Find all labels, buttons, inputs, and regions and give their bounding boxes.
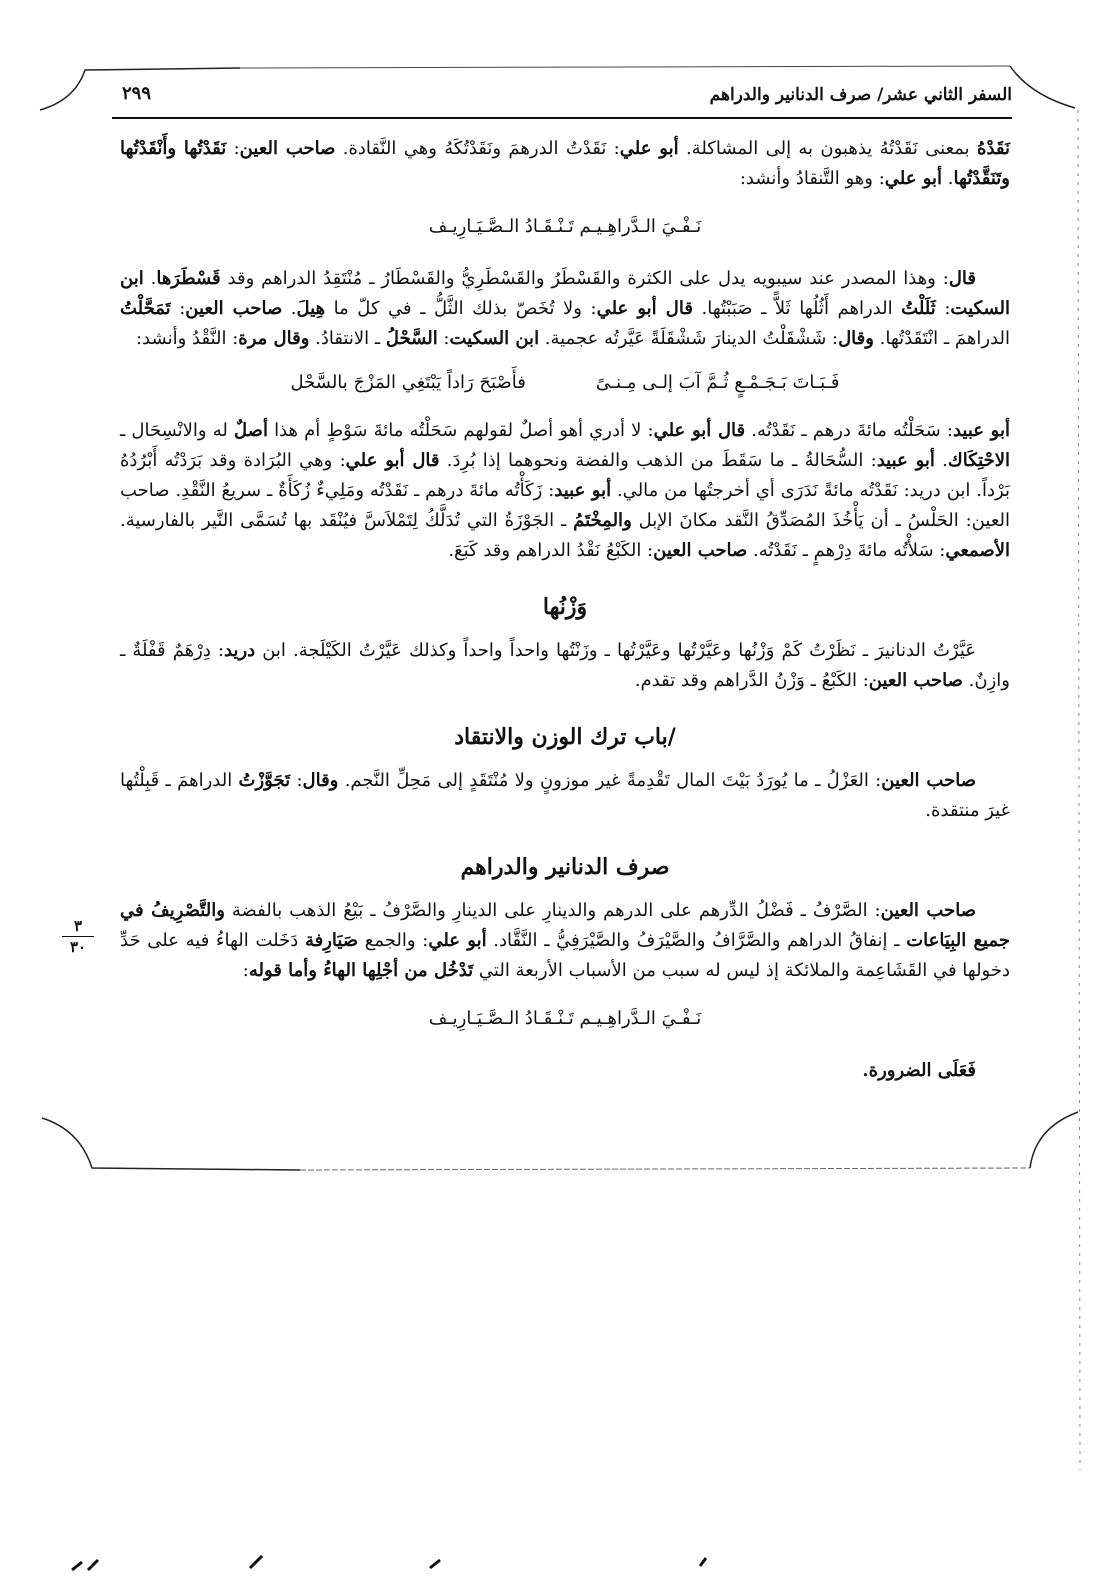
- bold-run: وقال مرة: [238, 328, 310, 349]
- bold-run: هِيلَ: [296, 298, 326, 319]
- text-run: : النَّقْدُ وأنشد:: [136, 328, 239, 349]
- verse-2: [120, 368, 1010, 398]
- paragraph-2: [120, 264, 1010, 354]
- text-run: .: [143, 268, 157, 289]
- frame-bottom-right-curve: [1030, 1112, 1078, 1168]
- bold-run: صاحب العين: [653, 540, 748, 561]
- bold-run: صاحب العين: [868, 670, 963, 691]
- text-run: ـ الجَوْزَةُ التي تُدَلَّكُ لِتَمْلاَسَّ فيُنْقَد بها تُسَمَّى النَّير بالفارسية.: [120, 510, 574, 531]
- text-run: : العَزْلُ ـ ما يُورَدُ بَيْتَ المال تَقْدِمةً غير موزونٍ ولا مُنْتَقَدٍ إلى مَحِلِّ النَّجم.: [338, 770, 882, 791]
- running-title: السفر الثاني عشر/ صرف الدنانير والدراهم: [709, 85, 1012, 105]
- text-run: : السُّحَالةُ ـ ما سَقَطَ من الذهب والفضة ونحوهما إذا بُرِدَ.: [439, 450, 877, 471]
- text-run: عَيَّرْتُ الدنانيرَ ـ نَظَرْتُ كَمْ وَزْنُها وعَيَّرْتُها وعَيَّرْتُها ـ وزَنْتُها واحداً واحداً وكذلك عَيَّرْتُ الكَيْلَجة. ابن: [255, 640, 976, 661]
- text-run: له والانْسِحَال ـ: [120, 420, 235, 441]
- bold-run: أبو علي: [428, 930, 487, 951]
- paragraph-4: [120, 636, 1010, 696]
- bold-run: السَّحْلُ: [385, 328, 438, 349]
- bold-run: دريد: [224, 640, 256, 661]
- text-run: الدراهم أَثُلُها ثَلاًّ ـ صَبَبْتُها.: [692, 298, 902, 319]
- section-heading-abandon: /باب ترك الوزن والانتقاد: [454, 724, 676, 750]
- text-run: :: [290, 770, 303, 791]
- paragraph-3: [120, 416, 1010, 566]
- bold-run: وقال: [302, 770, 339, 791]
- verse-2-hemistich-2: فأَصْبَحَ رَاداً يَبْتَغِي المَزْجَ بالسَّحْل: [290, 372, 526, 393]
- page-number: ٢٩٩: [122, 83, 152, 104]
- paragraph-1: [120, 134, 1010, 194]
- paragraph-5: [120, 766, 1010, 826]
- margin-folio-denominator: ٣٠: [69, 938, 87, 956]
- text-run: .: [934, 450, 948, 471]
- bold-run: قال أبو علي: [653, 420, 746, 441]
- bold-run: قال أبو علي: [345, 450, 440, 471]
- section-heading-exchange: صرف الدنانير والدراهم: [460, 854, 670, 880]
- margin-folio-note: [58, 918, 98, 955]
- text-run: :: [935, 298, 951, 319]
- bold-run: أصلٌ: [234, 420, 268, 441]
- frame-top-line: [240, 66, 1010, 68]
- text-run: : شَشْقَلْتُ الدينارَ شَشْقَلَةً عَيَّرتُه عجمية.: [539, 328, 839, 349]
- section-heading-weight: وَزْنُها: [542, 594, 588, 620]
- bold-run: أبو علي: [619, 138, 679, 159]
- bold-run: أبو عبيد: [554, 480, 612, 501]
- bold-run: قَسْطَرَها: [156, 268, 221, 289]
- text-run: دَخَلت الهاءُ فيه على حَدِّ دخولها في القَشَاعِمة والملائكة إذ ليس له سبب من الأسباب الأربعة التي: [120, 930, 1010, 981]
- paragraph-6: [120, 896, 1010, 986]
- bold-run: صاحب العين: [239, 138, 336, 159]
- text-run: : وهي البُرَادة وقد بَرَدْتُه أَبْرُدُهُ بَرْداً. ابن دريد: نَقَدْتُه مائةً نَدَرَى أي أخرجتُها من مالي.: [120, 450, 1010, 501]
- bold-run: ابن السكيت: [449, 328, 540, 349]
- bold-run: نَقَدْهُ: [977, 138, 1011, 159]
- frame-right-edge: [1078, 110, 1080, 1470]
- verse-2-hemistich-1: فَـبَـاتَ بَـجَـمْـعٍ ثُـمَّ آبَ إلـى مِـنـىً: [595, 372, 840, 393]
- text-run: : دِرْهَمٌ قَفْلَةٌ ـ وازِنٌ.: [120, 640, 1010, 691]
- bold-run: صاحب العين: [185, 298, 283, 319]
- text-run: .: [942, 168, 954, 189]
- bold-run: صاحب العين: [881, 770, 976, 791]
- bottom-ink-mark: [72, 1556, 706, 1570]
- frame-bottom-left-curve: [42, 1118, 300, 1170]
- frame-bottom-line: [300, 1168, 1030, 1170]
- text-run: الدراهمَ ـ انْتَقَدْتُها.: [873, 328, 1010, 349]
- text-run: : سَحَلْتُه مائةَ درهم ـ نَقَدْتُه.: [745, 420, 953, 441]
- text-run: : والجمع: [358, 930, 429, 951]
- text-run: : لا أدري أهو أصلٌ لقولهم سَحَلْتُه مائةَ سَوْطٍ أم هذا: [267, 420, 654, 441]
- margin-folio-bar: [62, 936, 94, 937]
- bold-run: تَمَحَّلْتُ: [120, 298, 171, 319]
- verse-1: نَـفْـيَ الـدَّراهِـيـم تَـنْـقَـادُ الـصَّـيَـارِيـف: [428, 216, 702, 237]
- bold-run: وقال: [838, 328, 874, 349]
- header-rule: [112, 117, 1012, 119]
- bold-run: ابن السكيت: [120, 268, 1010, 319]
- text-run: :: [226, 138, 240, 159]
- bold-run: والمِخْتَمُ: [573, 510, 632, 531]
- text-run: : وهو التَّنقادُ وأنشد:: [739, 168, 885, 189]
- text-run: الدراهمَ ـ قَبِلْتُها غيرَ منتقدة.: [120, 770, 1010, 821]
- text-run: : زَكَأْتُه مائةَ درهم ـ نَقَدْتُه ومَلِيءٌ زُكَأَةٌ ـ سريعُ النَّقْدِ. صاحب العين: الحَلْسُ ـ أن يَأْخُذَ المُصَدِّقُ النَّقد مكانَ الإبل: [120, 480, 1010, 531]
- bold-run: أبو علي: [884, 168, 943, 189]
- page-header: [112, 83, 1012, 113]
- text-run: : ولا تُخَصّ بذلك الثَّلُّ ـ في كلّ ما: [325, 298, 597, 319]
- bold-run: صاحب العين: [880, 900, 976, 921]
- bold-run: صَيَارِفة: [304, 930, 359, 951]
- bold-run: ثَلَلْتُ: [901, 298, 936, 319]
- text-run: بمعنى نَقَدْتُهُ يذهبون به إلى المشاكلة.: [678, 138, 978, 159]
- verse-3: نَـفْـيَ الـدَّراهِـيـم تَـنْـقَـادُ الـصَّـيَـارِيـف: [428, 1008, 702, 1029]
- text-run: : وهذا المصدر عند سيبويه يدل على الكثرة والقَسْطَرُ والقَسْطَرِيُّ والقَسْطَارُ ـ مُنْتَقِدُ الدراهم وقد: [220, 268, 949, 289]
- margin-folio-numerator: ٣: [73, 917, 83, 935]
- text-run: : الصَّرْفُ ـ فَضْلُ الدِّرهم على الدرهم والدينارِ على الدينارِ والصَّرْفُ ـ بَيْعُ الذهب بالفضة: [224, 900, 881, 921]
- frame-top-right-curve: [1010, 66, 1075, 108]
- paragraph-7: [120, 1056, 1010, 1086]
- text-run: : سَلأْتُه مائةَ دِرْهمٍ ـ نَقَدْتُه.: [747, 540, 946, 561]
- text-run: : الكَبْعُ نَقْدُ الدراهم وقد كَبَعَ.: [448, 540, 654, 561]
- bold-run: فَعَلَى الضرورة.: [862, 1060, 976, 1081]
- text-run: : نَقَدْتُ الدرهمَ ونَقَدْتُكَهُ وهي النَّقادة.: [335, 138, 620, 159]
- bold-run: قال أبو علي: [596, 298, 693, 319]
- bold-run: تَجَوَّزْتُ: [238, 770, 291, 791]
- text-run: :: [437, 328, 450, 349]
- text-run: :: [242, 960, 249, 981]
- bold-run: والتَّصْرِيفُ في جميع البِيَاعات: [120, 900, 1010, 951]
- text-run: .: [282, 298, 297, 319]
- bold-run: الأصمعي: [945, 540, 1010, 561]
- page-body: [120, 134, 1010, 1098]
- bold-run: نَقَدْتُها وأَنْقَدْتُها وتَنَقَّدْتُها: [120, 138, 1010, 189]
- bold-run: الاحْتِكَاك: [947, 450, 1010, 471]
- text-run: ـ إنفاقُ الدراهم والصَّرَّافُ والصَّيْرَفُ والصَّيْرَفِيُّ ـ النَّقَّاد.: [486, 930, 907, 951]
- text-run: ـ الانتقادُ.: [309, 328, 386, 349]
- bold-run: أبو عبيد: [876, 450, 935, 471]
- bold-run: قال: [948, 268, 976, 289]
- bold-run: تَدْخُل من أجْلِها الهاءُ وأما قوله: [248, 960, 474, 981]
- text-run: :: [170, 298, 186, 319]
- bold-run: أبو عبيد: [952, 420, 1010, 441]
- text-run: : الكَبْعُ ـ وَزْنُ الدَّراهم وقد تقدم.: [634, 670, 869, 691]
